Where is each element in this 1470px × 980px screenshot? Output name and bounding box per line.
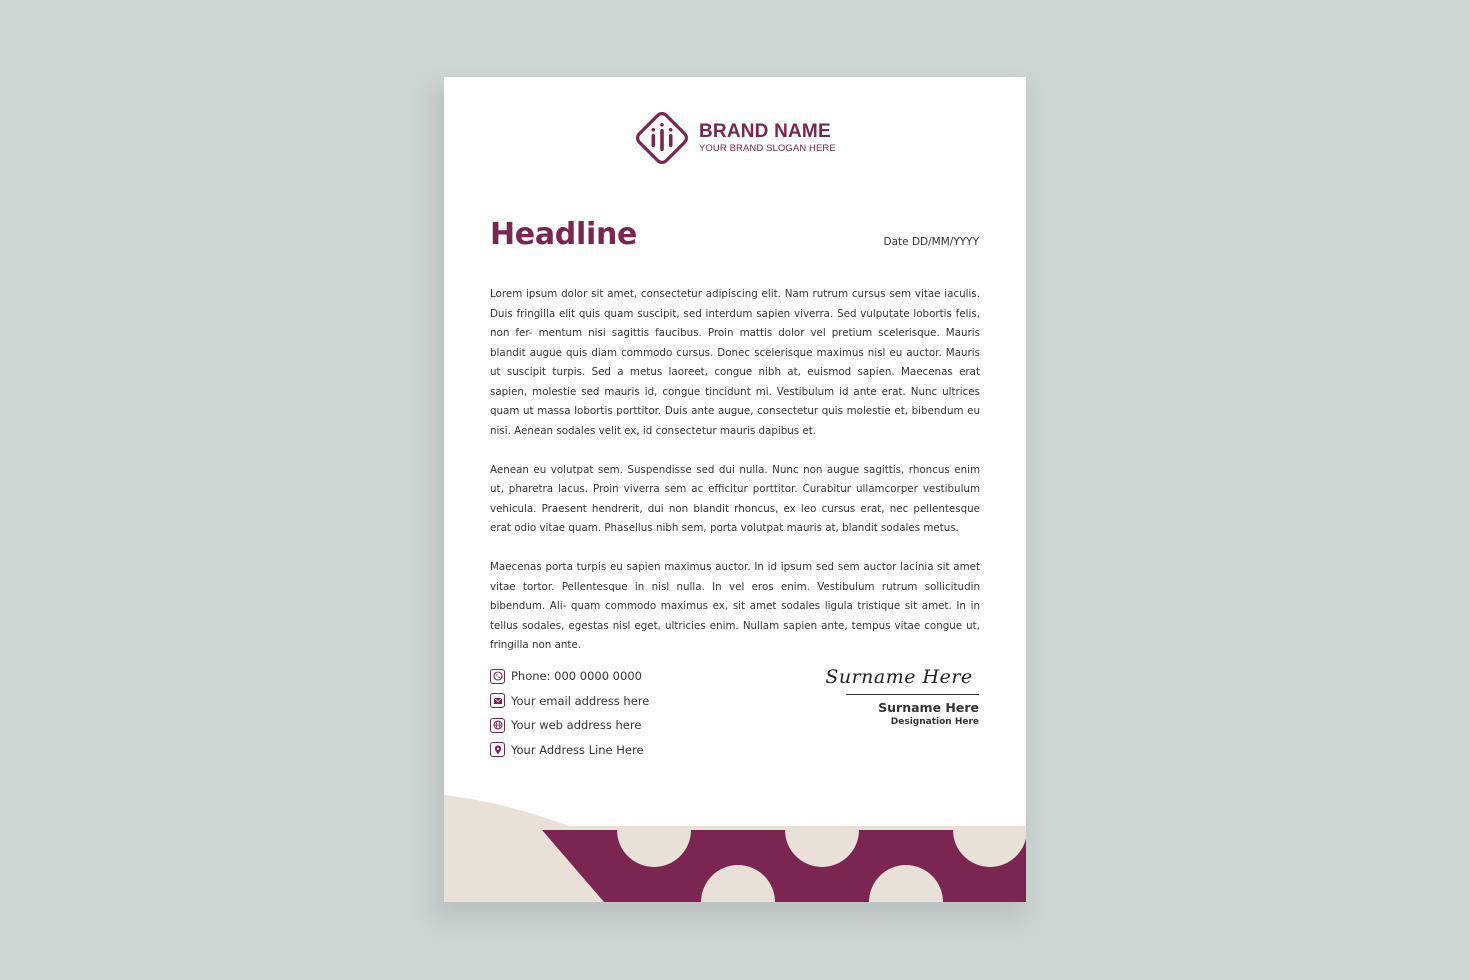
brand-name: BRAND NAME bbox=[699, 121, 831, 142]
paragraph-1: Lorem ipsum dolor sit amet, consectetur adipiscing elit. Nam rutrum cursus sem vitae iaculis. Duis fringilla elit quis quam suscipit, sed interdum sapien viverra. Sed vulputate lobortis felis, non fer- mentum nisi sagittis faucibus. Proin mattis dolor vel pretium scelerisque. Mauris blandit augue quis diam commodo cursus. Donec scelerisque maximus nisl eu auctor. Mauris ut suscipit turpis. Sed a metus laoreet, congue nibh at, euismod sapien. Maecenas erat sapien, molestie sed mauris id, congue tincidunt mi. Vestibulum id ante erat. Nunc ultrices quam ut massa lobortis porttitor. Duis ante augue, consectetur quis molestie et, bibendum eu nisi. Aenean sodales velit ex, id consectetur mauris dapibus et. bbox=[490, 288, 980, 437]
paragraph-3: Maecenas porta turpis eu sapien maximus auctor. In id ipsum sed sem auctor lacinia sit amet vitae tortor. Pellentesque in nisl nulla. In vel eros enim. Vestibulum rutrum sollicitudin bibendum. Ali- quam commodo maximus ex, sit amet sodales ligula tristique sit amet. In in tellus sodales, egestas nisl eget, ultricies enim. Nullam sapien ante, tempus vitae congue ut, fringilla non ante. bbox=[490, 561, 980, 651]
letter-body bbox=[490, 285, 980, 675]
signature-block bbox=[819, 662, 979, 727]
phone-icon bbox=[490, 669, 505, 684]
email-icon bbox=[490, 693, 505, 708]
location-pin-icon bbox=[490, 742, 505, 757]
contact-email bbox=[490, 689, 649, 714]
paragraph-2: Aenean eu volutpat sem. Suspendisse sed dui nulla. Nunc non augue sagittis, rhoncus enim ut, pharetra lacus. Proin viverra sem ac efficitur porttitor. Curabitur ullamcorper vestibulum vehicula. Praesent hendrerit, dui non blandit rhoncus, ex leo cursus erat, nec pellentesque erat odio vitae quam. Phasellus nibh sem, porta volutpat mauris at, blandit sodales metus. bbox=[490, 463, 980, 534]
contact-phone bbox=[490, 664, 649, 689]
signer-name: Surname Here bbox=[878, 700, 979, 715]
brand-slogan: YOUR BRAND SLOGAN HERE bbox=[699, 143, 836, 154]
contact-list bbox=[490, 664, 649, 762]
footer-decoration bbox=[444, 792, 1026, 902]
signer-designation: Designation Here bbox=[890, 717, 979, 727]
diamond-bars-icon bbox=[631, 107, 693, 169]
email-text: Your email address here bbox=[511, 693, 650, 708]
headline: Headline bbox=[490, 217, 638, 252]
handwritten-signature: Surname Here bbox=[825, 666, 973, 688]
brand-logo bbox=[631, 107, 836, 169]
web-text: Your web address here bbox=[511, 718, 642, 733]
contact-address bbox=[490, 738, 649, 763]
globe-icon bbox=[490, 718, 505, 733]
date: Date DD/MM/YYYY bbox=[883, 236, 979, 248]
letterhead-page bbox=[444, 77, 1026, 902]
address-text: Your Address Line Here bbox=[511, 742, 644, 757]
phone-text: Phone: 000 0000 0000 bbox=[511, 669, 642, 684]
contact-web bbox=[490, 713, 649, 738]
signature-line bbox=[846, 694, 979, 695]
